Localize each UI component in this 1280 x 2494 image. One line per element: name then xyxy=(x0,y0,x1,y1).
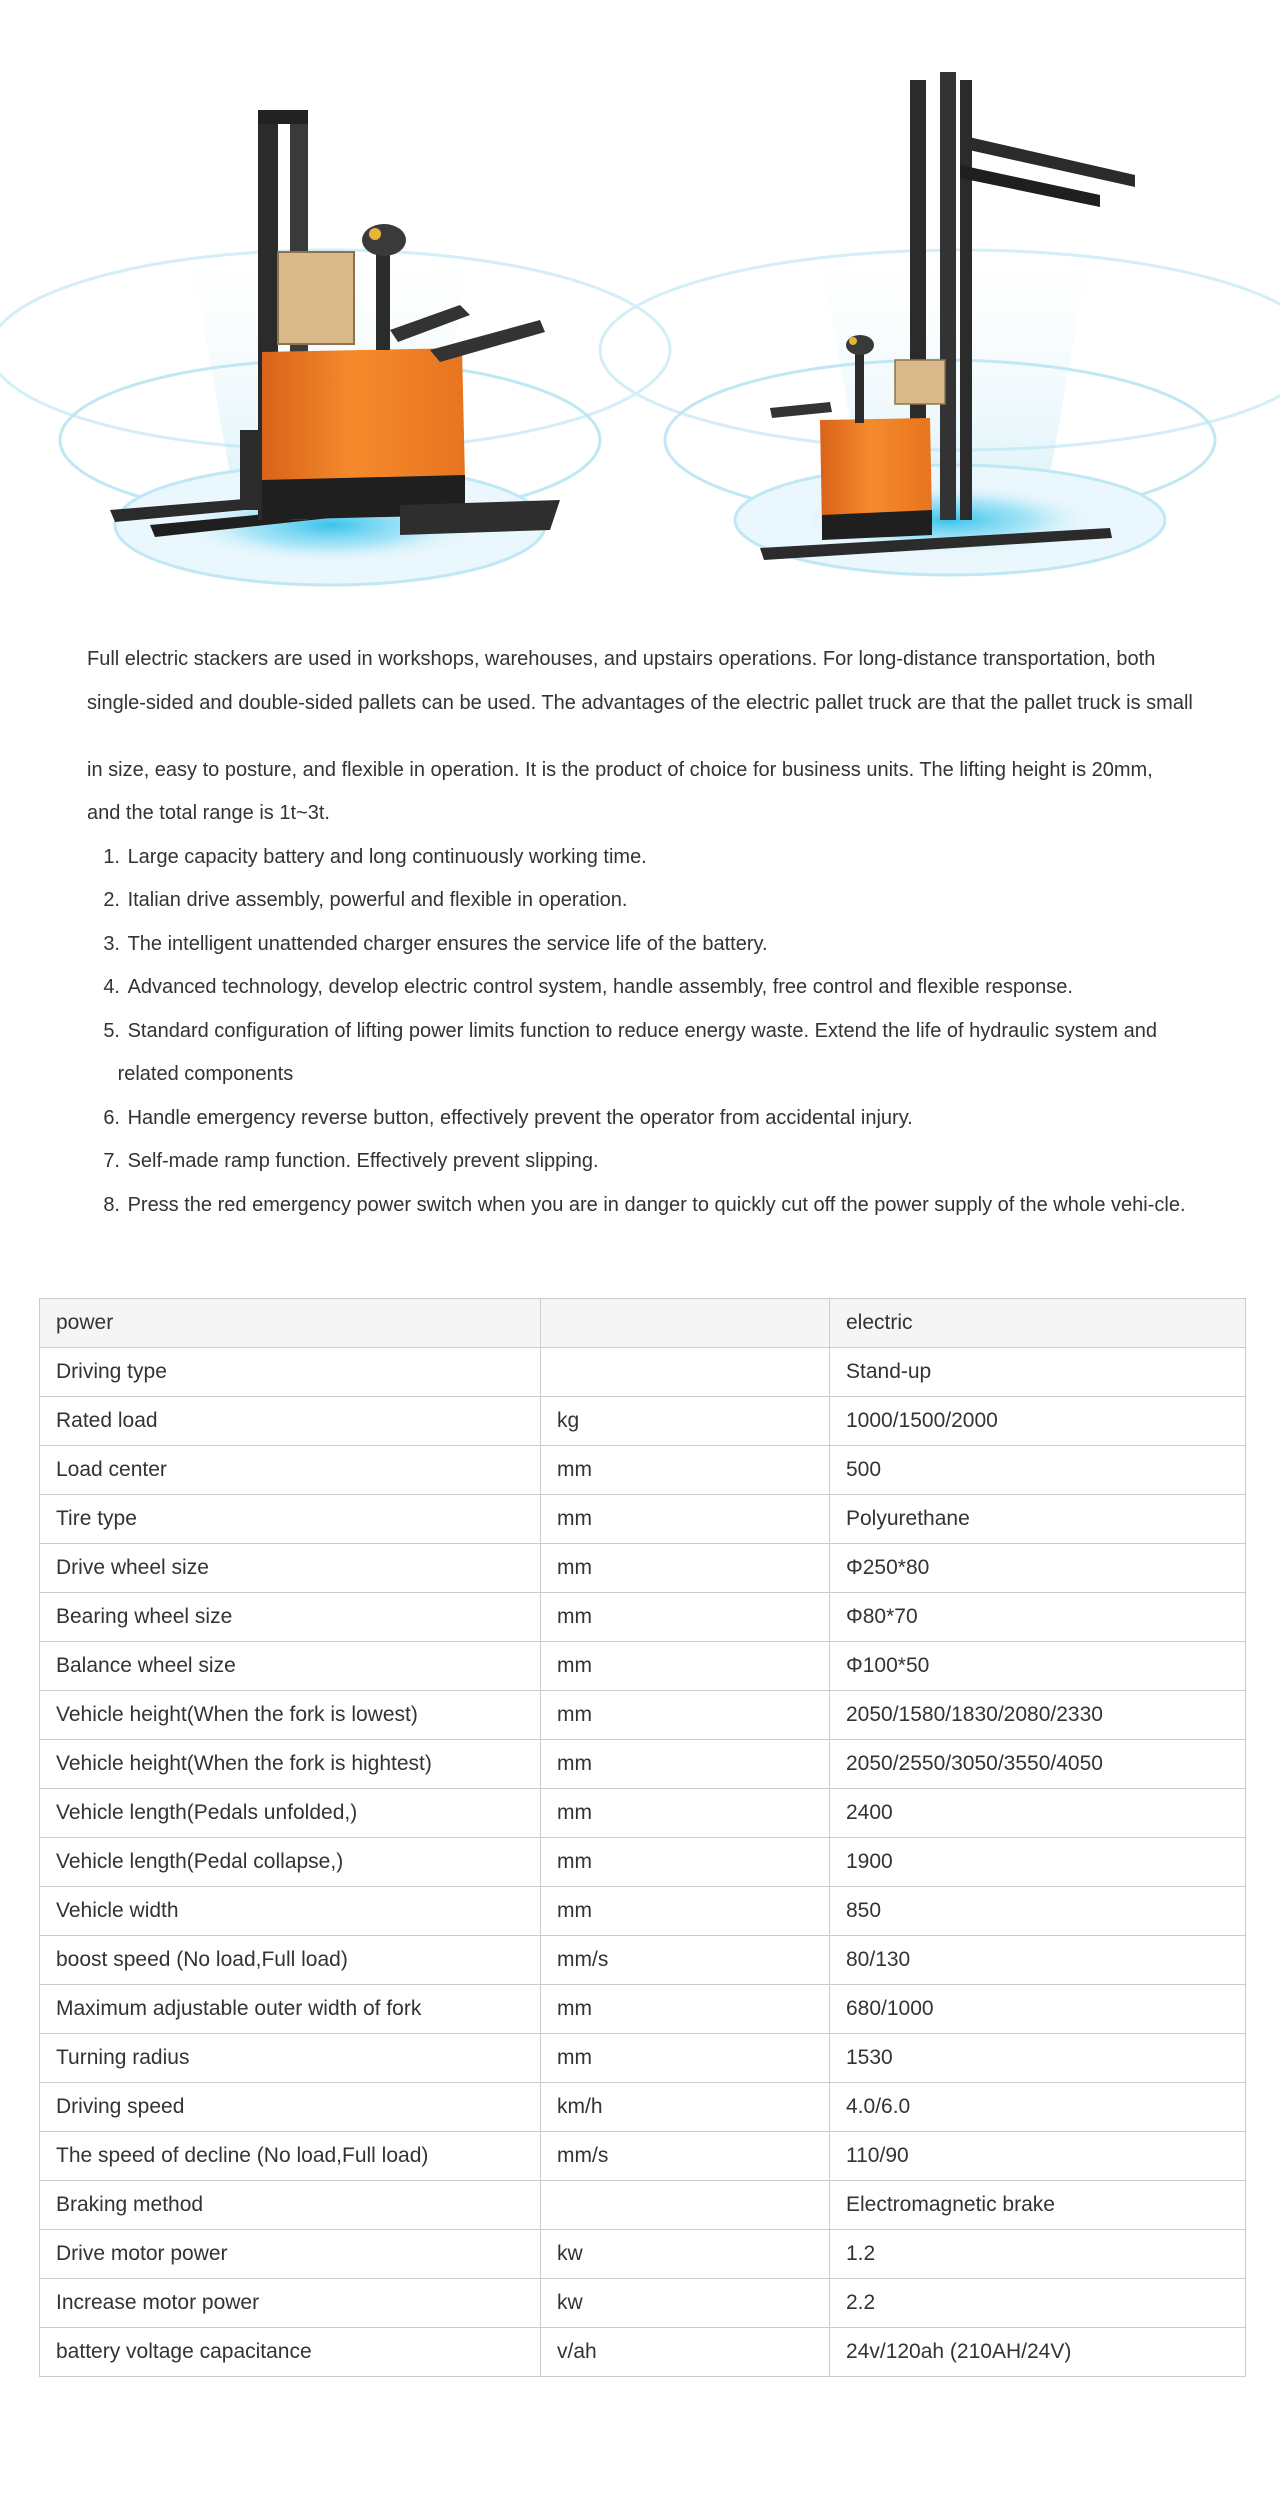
spec-name-cell: Driving speed xyxy=(40,2083,541,2132)
table-row xyxy=(40,1593,1246,1642)
spec-unit-cell: mm xyxy=(541,1544,830,1593)
spec-name-cell: Driving type xyxy=(40,1348,541,1397)
spec-value-cell: electric xyxy=(830,1299,1246,1348)
spec-unit-cell: kw xyxy=(541,2279,830,2328)
spec-table xyxy=(39,1298,1246,2377)
feature-number: 8. xyxy=(103,1193,120,1216)
spec-value-cell: 24v/120ah (210AH/24V) xyxy=(830,2328,1246,2377)
list-item xyxy=(87,1150,1197,1194)
list-item xyxy=(87,889,1197,933)
spec-value-cell: 4.0/6.0 xyxy=(830,2083,1246,2132)
spec-unit-cell: mm xyxy=(541,1740,830,1789)
spec-value-cell: 1000/1500/2000 xyxy=(830,1397,1246,1446)
spec-name-cell: battery voltage capacitance xyxy=(40,2328,541,2377)
spec-unit-cell: mm xyxy=(541,1593,830,1642)
spec-value-cell: 110/90 xyxy=(830,2132,1246,2181)
table-row xyxy=(40,1544,1246,1593)
spec-value-cell: 500 xyxy=(830,1446,1246,1495)
list-item xyxy=(87,976,1197,1020)
spec-value-cell: Φ80*70 xyxy=(830,1593,1246,1642)
spec-value-cell: 80/130 xyxy=(830,1936,1246,1985)
list-item xyxy=(87,1020,1197,1107)
feature-text: The intelligent unattended charger ensures the service life of the battery. xyxy=(127,932,768,955)
description-line: and the total range is 1t~3t. xyxy=(87,802,330,824)
feature-number: 2. xyxy=(103,889,120,911)
spec-name-cell: Braking method xyxy=(40,2181,541,2230)
spec-name-cell: Increase motor power xyxy=(40,2279,541,2328)
spec-name-cell: Vehicle length(Pedals unfolded,) xyxy=(40,1789,541,1838)
spec-name-cell: Balance wheel size xyxy=(40,1642,541,1691)
table-row xyxy=(40,2230,1246,2279)
spec-value-cell: 2.2 xyxy=(830,2279,1246,2328)
spec-value-cell: 680/1000 xyxy=(830,1985,1246,2034)
feature-number: 5. xyxy=(103,1019,120,1042)
spec-name-cell: Tire type xyxy=(40,1495,541,1544)
list-item xyxy=(87,846,1197,890)
table-row xyxy=(40,1838,1246,1887)
spec-name-cell: Vehicle height(When the fork is lowest) xyxy=(40,1691,541,1740)
spec-value-cell: 2050/1580/1830/2080/2330 xyxy=(830,1691,1246,1740)
spec-unit-cell xyxy=(541,1299,830,1348)
spec-unit-cell: mm xyxy=(541,1887,830,1936)
spec-unit-cell: mm xyxy=(541,2034,830,2083)
list-item xyxy=(87,1194,1197,1238)
spec-unit-cell: mm/s xyxy=(541,1936,830,1985)
feature-text: Self-made ramp function. Effectively prevent slipping. xyxy=(127,1150,599,1172)
feature-text: Italian drive assembly, powerful and flexible in operation. xyxy=(127,889,628,911)
table-row xyxy=(40,1348,1246,1397)
description-line: Full electric stackers are used in workshops, warehouses, and upstairs operations. For long-distance transportation, both xyxy=(87,648,1156,670)
spec-name-cell: Vehicle length(Pedal collapse,) xyxy=(40,1838,541,1887)
spec-value-cell: 1530 xyxy=(830,2034,1246,2083)
spec-value-cell: 1900 xyxy=(830,1838,1246,1887)
spec-value-cell: Polyurethane xyxy=(830,1495,1246,1544)
spec-unit-cell: mm/s xyxy=(541,2132,830,2181)
spec-name-cell: Load center xyxy=(40,1446,541,1495)
spec-value-cell: Φ250*80 xyxy=(830,1544,1246,1593)
feature-number: 3. xyxy=(103,932,120,955)
product-illustrations xyxy=(0,0,1280,620)
table-row xyxy=(40,1495,1246,1544)
description-line: in size, easy to posture, and flexible in operation. It is the product of choice for business units. The lifting height is 20mm, xyxy=(87,758,1153,781)
table-row xyxy=(40,1887,1246,1936)
feature-text: Advanced technology, develop electric control system, handle assembly, free control and flexible response. xyxy=(127,976,1073,998)
feature-text: Large capacity battery and long continuously working time. xyxy=(127,845,647,868)
spec-name-cell: Drive motor power xyxy=(40,2230,541,2279)
spec-unit-cell: v/ah xyxy=(541,2328,830,2377)
spec-name-cell: Vehicle height(When the fork is hightest) xyxy=(40,1740,541,1789)
spec-unit-cell: mm xyxy=(541,1691,830,1740)
spec-name-cell: power xyxy=(40,1299,541,1348)
table-row xyxy=(40,1691,1246,1740)
spec-unit-cell: mm xyxy=(541,1985,830,2034)
feature-number: 4. xyxy=(103,976,120,998)
table-row xyxy=(40,2132,1246,2181)
table-row xyxy=(40,1642,1246,1691)
feature-text: Handle emergency reverse button, effectively prevent the operator from accidental injury. xyxy=(127,1106,913,1129)
table-row xyxy=(40,1397,1246,1446)
spec-unit-cell: kw xyxy=(541,2230,830,2279)
spec-name-cell: boost speed (No load,Full load) xyxy=(40,1936,541,1985)
spec-value-cell: 1.2 xyxy=(830,2230,1246,2279)
spec-value-cell: 2400 xyxy=(830,1789,1246,1838)
feature-number: 7. xyxy=(103,1150,120,1172)
table-row xyxy=(40,1446,1246,1495)
table-row xyxy=(40,1936,1246,1985)
feature-text-continued: related components xyxy=(117,1063,294,1085)
spec-unit-cell: mm xyxy=(541,1495,830,1544)
table-row xyxy=(40,1299,1246,1348)
spec-value-cell: Electromagnetic brake xyxy=(830,2181,1246,2230)
feature-number: 6. xyxy=(103,1106,120,1129)
product-hero xyxy=(0,0,1280,620)
stacker-left-image xyxy=(0,110,670,585)
spec-unit-cell: km/h xyxy=(541,2083,830,2132)
spec-name-cell: Rated load xyxy=(40,1397,541,1446)
spec-name-cell: Vehicle width xyxy=(40,1887,541,1936)
spec-value-cell: 2050/2550/3050/3550/4050 xyxy=(830,1740,1246,1789)
spec-unit-cell: mm xyxy=(541,1642,830,1691)
table-row xyxy=(40,2034,1246,2083)
spec-unit-cell: mm xyxy=(541,1446,830,1495)
feature-text: Standard configuration of lifting power limits function to reduce energy waste. Extend the life of hydraulic system and xyxy=(127,1019,1158,1042)
spec-unit-cell xyxy=(541,1348,830,1397)
table-row xyxy=(40,2083,1246,2132)
spec-value-cell: 850 xyxy=(830,1887,1246,1936)
spec-value-cell: Φ100*50 xyxy=(830,1642,1246,1691)
feature-number: 1. xyxy=(103,845,120,868)
spec-value-cell: Stand-up xyxy=(830,1348,1246,1397)
table-row xyxy=(40,2279,1246,2328)
table-row xyxy=(40,1985,1246,2034)
spec-name-cell: Drive wheel size xyxy=(40,1544,541,1593)
spec-name-cell: The speed of decline (No load,Full load) xyxy=(40,2132,541,2181)
table-row xyxy=(40,1789,1246,1838)
spec-unit-cell xyxy=(541,2181,830,2230)
list-item xyxy=(87,933,1197,977)
description-line: single-sided and double-sided pallets can be used. The advantages of the electric pallet truck are that the pallet truck is small xyxy=(87,691,1193,714)
product-description xyxy=(87,648,1197,1237)
table-row xyxy=(40,2181,1246,2230)
feature-list xyxy=(87,846,1197,1238)
spec-unit-cell: mm xyxy=(541,1838,830,1887)
spec-unit-cell: mm xyxy=(541,1789,830,1838)
table-row xyxy=(40,2328,1246,2377)
list-item xyxy=(87,1107,1197,1151)
spec-name-cell: Bearing wheel size xyxy=(40,1593,541,1642)
spec-unit-cell: kg xyxy=(541,1397,830,1446)
table-row xyxy=(40,1740,1246,1789)
feature-text: Press the red emergency power switch when you are in danger to quickly cut off the power supply of the whole vehi-cle. xyxy=(127,1193,1186,1216)
spec-name-cell: Maximum adjustable outer width of fork xyxy=(40,1985,541,2034)
stacker-right-image xyxy=(600,72,1280,575)
spec-name-cell: Turning radius xyxy=(40,2034,541,2083)
spec-table-body xyxy=(40,1299,1246,2377)
feature-text-wrap xyxy=(117,1019,1197,1107)
